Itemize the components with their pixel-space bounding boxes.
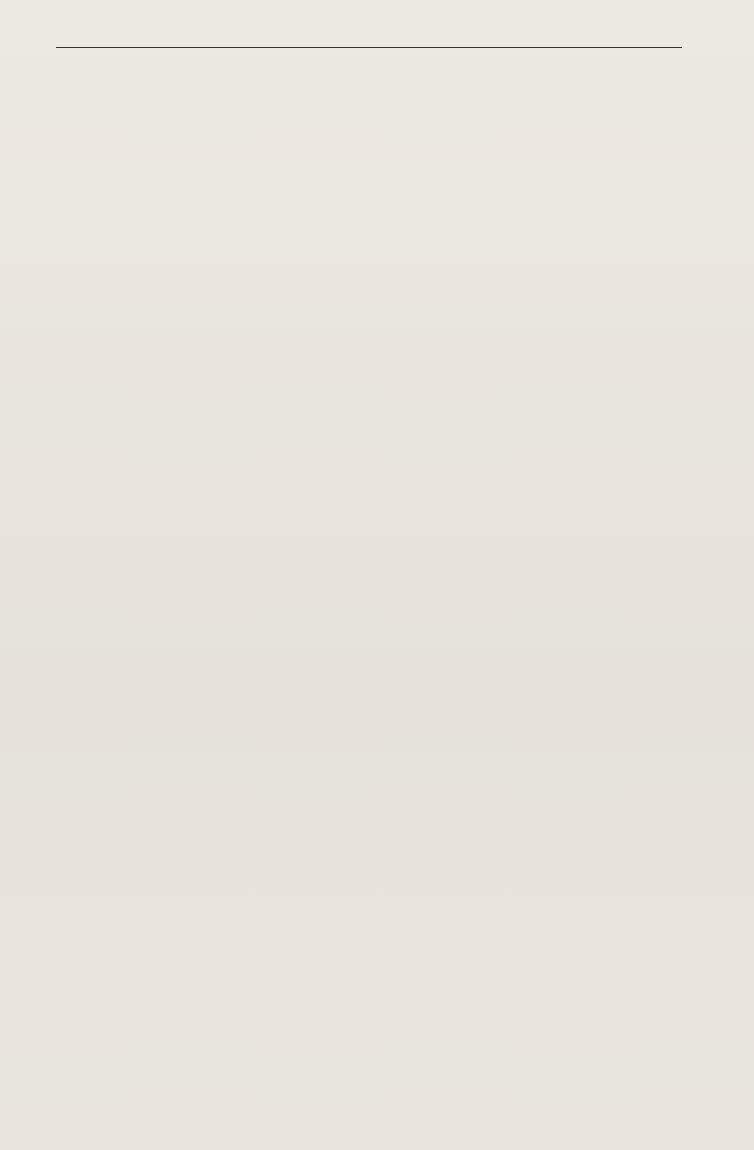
page-header xyxy=(56,44,682,48)
